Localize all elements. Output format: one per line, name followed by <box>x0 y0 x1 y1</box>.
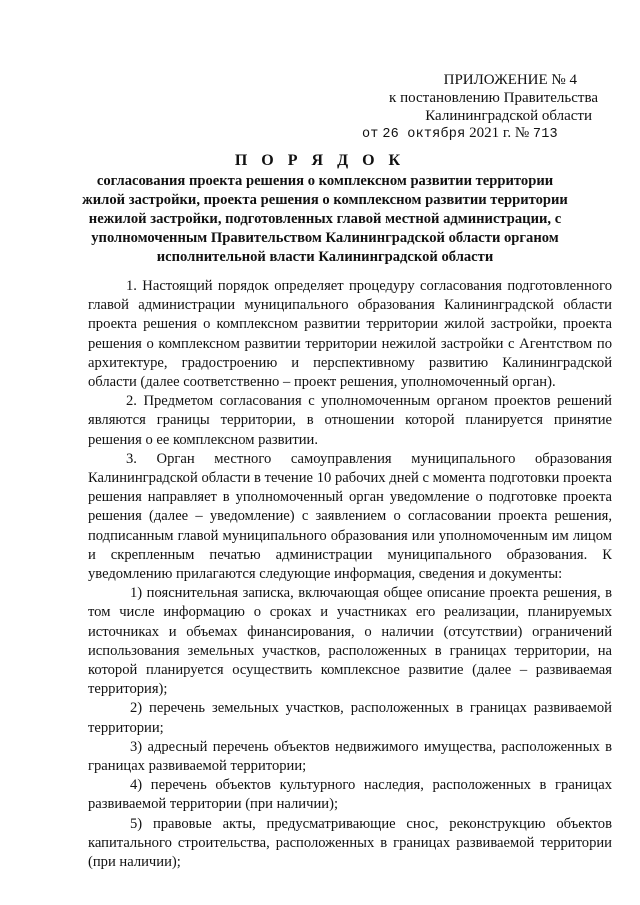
date-prefix: от <box>362 127 379 142</box>
paragraph-1: 1. Настоящий порядок определяет процедуру согласования подготовленного главой администрации муниципального образования Калининградской области проекта решения о комплексном развитии территории жилой застройки, проекта решения о комплексном развитии территории нежилой застройки с Агентством по архитектуре, градостроению и перспективному развитию Калининградской области (далее соответственно – проект решения, уполномоченный орган). <box>88 278 612 391</box>
resolution-number: 713 <box>532 127 558 142</box>
paragraph-3: 3. Орган местного самоуправления муниципального образования Калининградской области в течение 10 рабочих дней с момента подготовки проекта решения направляет в уполномоченный орган уведомление о подготовке проекта решения (далее – уведомление) с заявлением о согласовании проекта решения, подписанным главой муниципального образования или уполномоченным им лицом и скрепленным печатью администрации муниципального образования. К уведомлению прилагаются следующие информация, сведения и документы: <box>88 450 612 583</box>
list-item-4: 4) перечень объектов культурного наследия, расположенных в границах развиваемой территории (при наличии); <box>88 777 612 813</box>
appendix-label: ПРИЛОЖЕНИЕ № 4 <box>443 72 577 88</box>
appendix-region-line: Калининградской области <box>425 108 592 124</box>
list-item-5: 5) правовые акты, предусматривающие снос, реконструкцию объектов капитального строительства, расположенных в границах развиваемой территории (при наличии); <box>88 815 612 871</box>
resolution-date-number <box>362 124 558 144</box>
number-sign: № <box>514 125 530 141</box>
document-subtitle: согласования проекта решения о комплексном развитии территории жилой застройки, проекта решения о комплексном развитии территории нежилой застройки, подготовленных главой местной администрации, с уполномоченным Правительством Калининградской области органом исполнительной власти Калининградской области <box>82 173 568 265</box>
list-item-3: 3) адресный перечень объектов недвижимого имущества, расположенных в границах развиваемой территории; <box>88 738 612 775</box>
date-stamp: 26 октября <box>382 127 466 142</box>
document-title: П О Р Я Д О К <box>234 152 406 169</box>
list-item-1: 1) пояснительная записка, включающая общее описание проекта решения, в том числе информацию о сроках и участниках его реализации, планируемых источниках и объемах финансирования, о наличии (отсутствии) ограничений использования земельных участков, расположенных в границах территории, на которой планируется осуществить комплексное развитие (далее – развиваемая территория); <box>88 585 612 698</box>
appendix-resolution-line: к постановлению Правительства <box>389 90 598 106</box>
year-label: 2021 г. <box>469 125 512 141</box>
document-body <box>88 277 612 872</box>
paragraph-2: 2. Предметом согласования с уполномоченным органом проектов решений являются границы территории, в отношении которой планируется принятие решения о ее комплексном развитии. <box>88 393 612 448</box>
list-item-2: 2) перечень земельных участков, расположенных в границах развиваемой территории; <box>88 700 612 736</box>
